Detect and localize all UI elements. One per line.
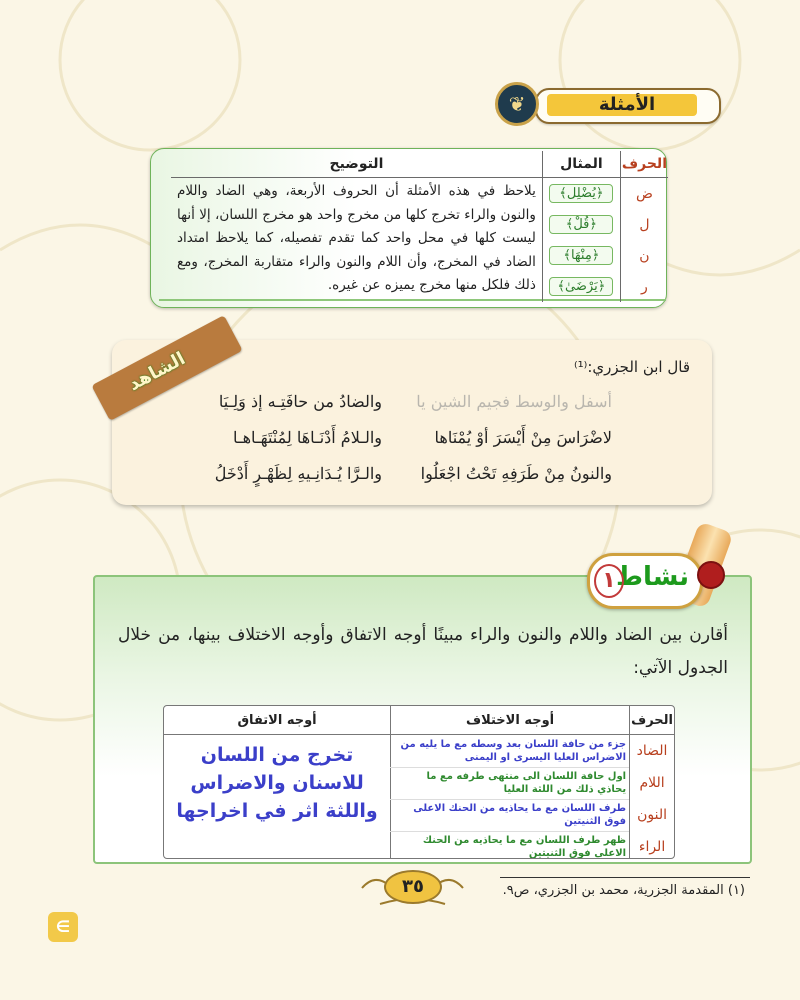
difference-cell[interactable]: طرف اللسان مع ما يحاذيه من الحنك الاعلى فوق الثنيتين	[391, 799, 630, 831]
page-number-ornament	[360, 868, 465, 908]
row-letter: ن	[620, 240, 668, 271]
examples-frame	[159, 149, 666, 301]
row-letter: ض	[620, 178, 668, 210]
row-example	[542, 271, 620, 302]
examples-header-row	[171, 151, 668, 178]
activity-number: ١	[594, 564, 624, 598]
example-word: ﴿مِنْهَا﴾	[549, 246, 613, 265]
row-letter: الضاد	[630, 735, 674, 768]
flower-medal-icon: ❦	[495, 82, 539, 126]
header-letter: الحرف	[620, 151, 668, 178]
poem-intro: قال ابن الجزري:⁽¹⁾	[573, 358, 690, 376]
wax-seal-icon	[697, 561, 725, 589]
footnote: (١) المقدمة الجزرية، محمد بن الجزري، ص٩.	[502, 883, 745, 898]
poem-card	[112, 340, 712, 505]
verse-left-3: والـرَّا يُـدَانِـيهِ لِظَهْـرٍ أَدْخَلُ	[214, 464, 382, 483]
verse-right-2: لاضْرَاسَ مِنْ أَيْسَرَ أوْ يُمْنَاها	[434, 428, 612, 447]
difference-cell[interactable]: جزء من حافة اللسان بعد وسطه مع ما يليه من الاضراس العليا اليسرى او اليمنى	[391, 735, 630, 768]
examples-card	[150, 148, 667, 308]
agreement-cell[interactable]	[164, 735, 391, 860]
row-letter: ر	[620, 271, 668, 302]
verse-left-1: والضادُ من حافَتِـه إذ وَلِـيَا	[218, 392, 382, 411]
evidence-ribbon-label: الشاهد	[125, 348, 189, 396]
header-explanation: التوضيح	[171, 151, 542, 178]
verse-right-1: أسفل والوسط فجيم الشين يا	[416, 392, 612, 411]
header-agreement: أوجه الاتفاق	[164, 706, 391, 735]
example-word: ﴿قُلْ﴾	[549, 215, 613, 234]
row-letter: الراء	[630, 831, 674, 859]
section-title: الأمثلة	[598, 94, 656, 115]
section-header	[495, 80, 730, 128]
comparison-header-row	[164, 706, 674, 735]
agreement-text: تخرج من اللسان للاسنان والاضراس واللثة اثر في اخراجها	[176, 744, 378, 822]
row-letter: النون	[630, 799, 674, 831]
examples-table	[171, 151, 668, 302]
activity-pill	[587, 553, 703, 609]
example-word: ﴿يَرْضَىٰ﴾	[549, 277, 613, 296]
comparison-table-wrapper	[163, 705, 675, 859]
activity-badge	[585, 525, 735, 610]
header-difference: أوجه الاختلاف	[391, 706, 630, 735]
verse-right-3: والنونُ مِنْ طَرَفِهِ تَحْتُ اجْعَلُوا	[420, 464, 612, 483]
row-example	[542, 240, 620, 271]
explanation-text: يلاحظ في هذه الأمثلة أن الحروف الأربعة، وهي الضاد واللام والنون والراء تخرج كلها من مخرج واحد هو مخرج اللسان، إلا أنها ليست كلها في محل واحد كما تقدم تفصيله، كما يلاحظ امتداد الضاد في المخرج، وأن اللام والنون والراء متقاربة المخرج، ومع ذلك فلكل منها مخرج يميزه عن غيره.	[177, 183, 536, 293]
row-letter: ل	[620, 209, 668, 240]
example-word: ﴿يُضْلِل﴾	[549, 184, 613, 203]
row-example	[542, 209, 620, 240]
activity-box	[93, 575, 752, 864]
publisher-logo-icon: ∈	[48, 912, 78, 942]
section-title-pill	[535, 88, 721, 124]
row-example	[542, 178, 620, 210]
table-row	[171, 178, 668, 210]
comparison-table	[164, 706, 674, 859]
row-letter: اللام	[630, 767, 674, 799]
difference-cell[interactable]: ظهر طرف اللسان مع ما يحاذيه من الحنك الاعلى فوق الثنيتين	[391, 831, 630, 859]
verse-left-2: والـلامُ أَدْنَـاهَا لِمُنْتَهَـاهـا	[233, 428, 382, 447]
difference-cell[interactable]: اول حافة اللسان الى منتهى طرفه مع ما يحاذي ذلك من اللثة العليا	[391, 767, 630, 799]
activity-prompt: أقارن بين الضاد واللام والنون والراء مبينًا أوجه الاتفاق وأوجه الاختلاف بينها، من خلال الجدول الآتي:	[118, 625, 728, 678]
activity-label: نشاط	[616, 562, 689, 592]
header-example: المثال	[542, 151, 620, 178]
table-row	[164, 735, 674, 768]
page-number: ٣٥	[384, 870, 442, 904]
header-letter: الحرف	[630, 706, 674, 735]
footnote-rule	[500, 877, 750, 878]
